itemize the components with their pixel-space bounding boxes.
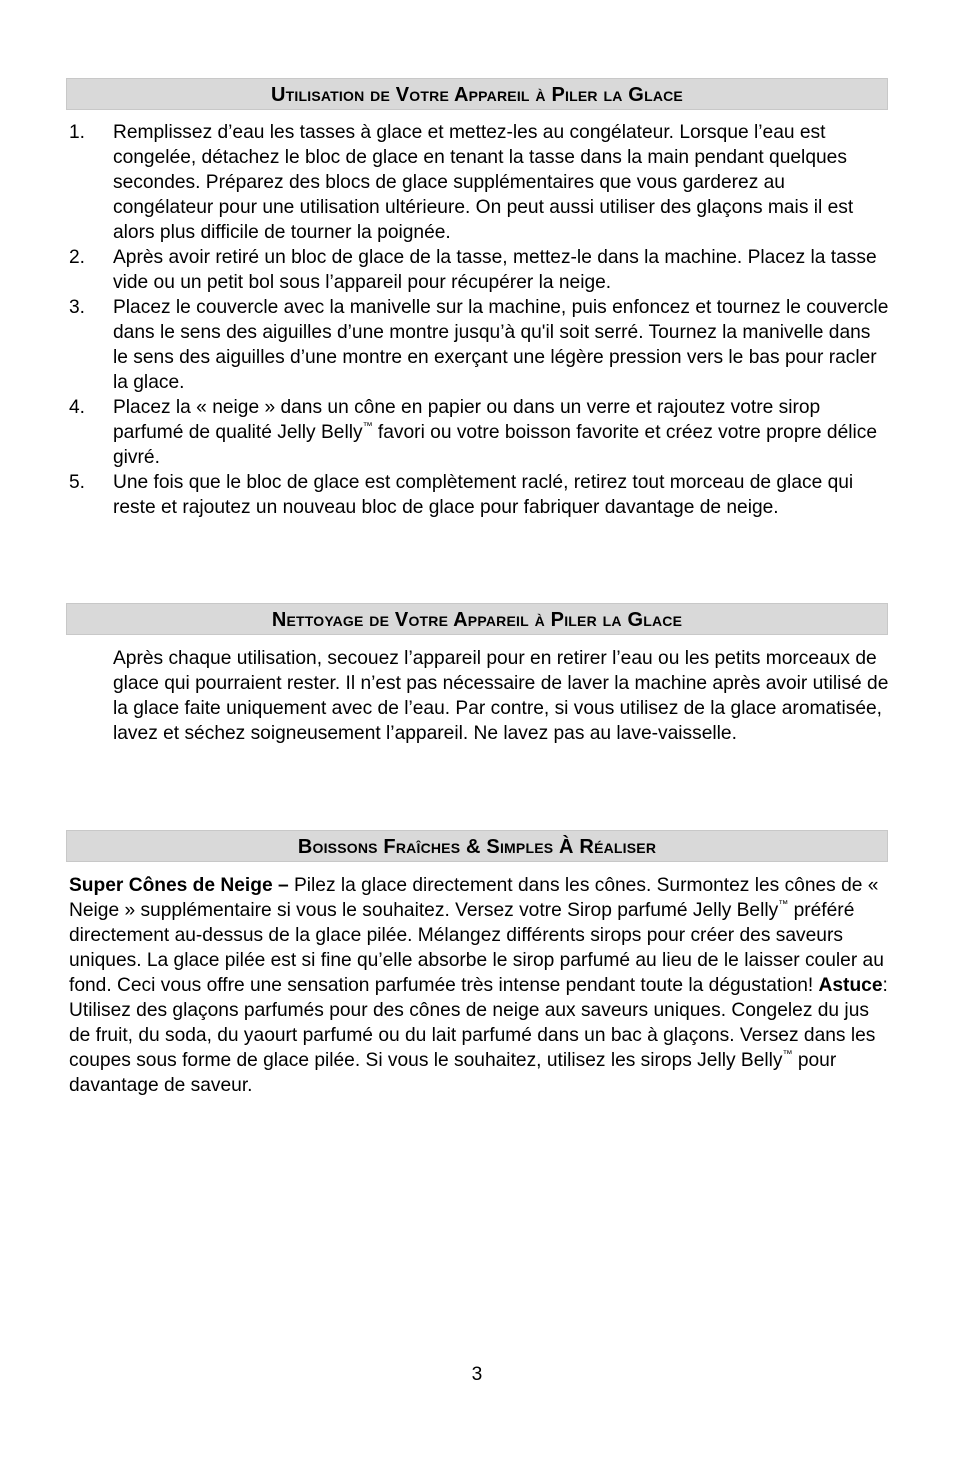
list-text: Remplissez d’eau les tasses à glace et mettez-les au congélateur. Lorsque l’eau est congelée, détachez le bloc de glace en tenant la tasse dans la main pendant quelques secondes. Préparez des blocs de glace supplémentaires que vous garderez au congélateur pour une utilisation ultérieure. On peut aussi utiliser des glaçons mais il est alors plus difficile de tourner la poignée. [113,122,854,243]
list-text [113,395,889,470]
trademark-symbol: ™ [778,899,789,910]
list-text: Après avoir retiré un bloc de glace de la tasse, mettez-le dans la machine. Placez la tasse vide ou un petit bol sous l’appareil pour récupérer la neige. [113,247,877,293]
list-number: 3. [69,297,86,318]
recipe-title: Super Cônes de Neige – [69,875,289,896]
recipe-text-2: préféré directement au-dessus de la glace pilée. Mélangez différents sirops pour créer des saveurs uniques. La glace pilée est si fine qu’elle absorbe le sirop parfumé au lieu de le laisser couler au fond. Ceci vous offre une sensation parfumée très intense pendant toute la dégustation! [69,900,884,996]
tip-label: Astuce [818,975,883,996]
page-number: 3 [471,1364,483,1385]
section-heading-nettoyage: Nettoyage de Votre Appareil à Piler la Glace [66,603,888,635]
trademark-symbol: ™ [782,1049,793,1060]
recipe-text-1: Pilez la glace directement dans les cônes. Surmontez les cônes de « Neige » supplémentaire si vous le souhaitez. Versez votre Sirop parfumé Jelly Belly [69,875,879,921]
list-text: Placez le couvercle avec la manivelle sur la machine, puis enfoncez et tournez le couvercle dans le sens des aiguilles d’une montre jusqu’à qu'il soit serré. Tournez la manivelle dans le sens des aiguilles d’une montre en exerçant une légère pression vers le bas pour racler la glace. [113,297,889,393]
recipe-text-4: pour davantage de saveur. [69,1050,837,1096]
list-text-a: Placez la « neige » dans un cône en papier ou dans un verre et rajoutez votre sirop parfumé de qualité Jelly Belly [113,397,821,443]
cleaning-paragraph: Après chaque utilisation, secouez l’appareil pour en retirer l’eau ou les petits morceaux de glace qui pourraient rester. Il n’est pas nécessaire de laver la machine après avoir utilisé de la glace faite uniquement avec de l’eau. Par contre, si vous utilisez de la glace aromatisée, lavez et séchez soigneusement l’appareil. Ne lavez pas au lave-vaisselle. [113,648,889,744]
list-number: 5. [69,472,86,493]
section-heading-boissons: Boissons Fraîches & Simples À Réaliser [66,830,888,862]
recipe-text-3: : Utilisez des glaçons parfumés pour des cônes de neige aux saveurs uniques. Congelez du jus de fruit, du soda, du yaourt parfumé ou du lait parfumé dans un bac à glaçons. Versez dans les coupes sous forme de glace pilée. Si vous le souhaitez, utilisez les sirops Jelly Belly [69,975,888,1071]
list-text: Une fois que le bloc de glace est complètement raclé, retirez tout morceau de glace qui reste et rajoutez un nouveau bloc de glace pour fabriquer davantage de neige. [113,472,854,518]
list-number: 2. [69,247,86,268]
list-number: 4. [69,397,86,418]
section-heading-utilisation: Utilisation de Votre Appareil à Piler la Glace [66,78,888,110]
trademark-symbol: ™ [362,421,373,432]
recipe-paragraph [69,873,889,1098]
list-text-b: favori ou votre boisson favorite et créez votre propre délice givré. [113,422,878,468]
list-number: 1. [69,122,86,143]
